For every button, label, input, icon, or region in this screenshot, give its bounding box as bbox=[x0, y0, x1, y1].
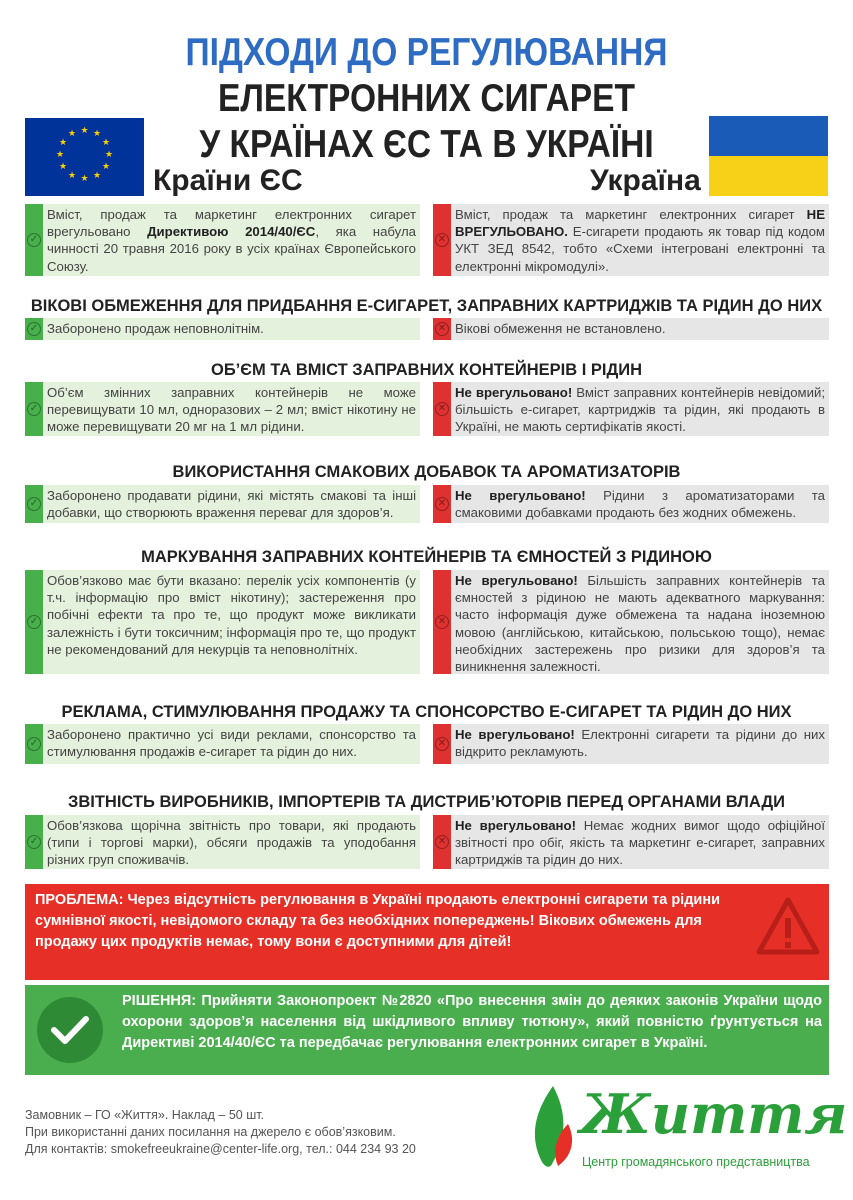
ua-age-row bbox=[433, 318, 829, 340]
ukraine-column-heading: Україна bbox=[590, 164, 701, 197]
svg-text:★: ★ bbox=[58, 138, 68, 148]
section-heading-labelling: МАРКУВАННЯ ЗАПРАВНИХ КОНТЕЙНЕРІВ ТА ЄМНОСТЕЙ З РІДИНОЮ bbox=[141, 548, 712, 566]
ua-age-text: Вікові обмеження не встановлено. bbox=[455, 321, 666, 336]
svg-text:★: ★ bbox=[67, 129, 77, 139]
cross-circle-icon: ✕ bbox=[435, 615, 449, 629]
eu-advertising-text: Заборонено практично усі види реклами, спонсорство та стимулювання продажів е-сигарет та рідин до них. bbox=[47, 727, 416, 760]
cross-circle-icon: ✕ bbox=[435, 835, 449, 849]
eu-column-heading: Країни ЄС bbox=[153, 164, 303, 197]
ua-reporting-text: Не врегульовано! Немає жодних вимог щодо офіційної звітності про обіг, якість та маркетинг е-сигарет, заправних картриджів та рідин до них. bbox=[455, 818, 826, 868]
section-heading-advertising: РЕКЛАМА, СТИМУЛЮВАННЯ ПРОДАЖУ ТА СПОНСОРСТВО Е-СИГАРЕТ ТА РІДИН ДО НИХ bbox=[61, 703, 792, 721]
big-check-icon bbox=[37, 997, 103, 1063]
eu-reporting-text: Обов’язкова щорічна звітність про товари, які продають (типи і торгові марки), обсяги продажів та уподобання різних груп споживачів. bbox=[47, 818, 416, 868]
eu-flavours-row bbox=[25, 485, 420, 523]
footer-line-1: Замовник – ГО «Життя». Наклад – 50 шт. bbox=[25, 1108, 265, 1122]
eu-flag-icon bbox=[25, 118, 144, 196]
eu-advertising-row bbox=[25, 724, 420, 764]
eu-labelling-row bbox=[25, 570, 420, 674]
svg-text:★: ★ bbox=[101, 138, 111, 148]
ua-volume-row bbox=[433, 382, 829, 436]
green-marker bbox=[25, 724, 43, 764]
green-marker bbox=[25, 815, 43, 869]
solution-text: РІШЕННЯ: Прийняти Законопроект №2820 «Про внесення змін до деяких законів України щодо охорони здоров’я населення від шкідливого впливу тютюну», який повністю ґрунтується на Директиві 2014/40/ЄС та передбачає регулювання електронних сигарет в Україні. bbox=[122, 993, 822, 1051]
ua-intro-row bbox=[433, 204, 829, 276]
ua-advertising-row bbox=[433, 724, 829, 764]
red-marker bbox=[433, 815, 451, 869]
svg-text:★: ★ bbox=[80, 174, 89, 184]
ua-labelling-row bbox=[433, 570, 829, 674]
svg-text:★: ★ bbox=[104, 150, 114, 160]
ua-flavours-text: Не врегульовано! Рідини з ароматизаторами та смаковими добавками продають без жодних обмежень. bbox=[455, 488, 825, 521]
check-circle-icon: ✓ bbox=[27, 322, 41, 336]
ua-labelling-text: Не врегульовано! Більшість заправних контейнерів та ємностей з рідиною не мають адекватного маркування: часто інформація дуже обмежена та надана іноземною мовою (англійською, китайською, польською тощо), немає необхідних застережень про ризики для здоров’я та виникнення залежності. bbox=[455, 573, 825, 675]
ua-volume-text: Не врегульовано! Вміст заправних контейнерів невідомий; більшість е-сигарет, картриджів та рідин, які продають в Україні, не мають сертифікатів якості. bbox=[455, 385, 826, 435]
svg-text:★: ★ bbox=[92, 171, 102, 181]
check-circle-icon: ✓ bbox=[27, 835, 41, 849]
ua-advertising-text: Не врегульовано! Електронні сигарети та рідини до них відкрито рекламують. bbox=[455, 727, 826, 760]
eu-age-row bbox=[25, 318, 420, 340]
eu-intro-row bbox=[25, 204, 420, 276]
red-marker bbox=[433, 485, 451, 523]
footer-info bbox=[25, 1107, 416, 1158]
check-circle-icon: ✓ bbox=[27, 233, 41, 247]
section-heading-flavours: ВИКОРИСТАННЯ СМАКОВИХ ДОБАВОК ТА АРОМАТИЗАТОРІВ bbox=[172, 463, 681, 481]
green-marker bbox=[25, 382, 43, 436]
svg-text:★: ★ bbox=[67, 171, 77, 181]
check-circle-icon: ✓ bbox=[27, 497, 41, 511]
logo-name: Життя bbox=[580, 1082, 848, 1146]
check-circle-icon: ✓ bbox=[27, 402, 41, 416]
solution-box bbox=[25, 985, 829, 1075]
logo-subtitle: Центр громадянського представництва bbox=[582, 1155, 810, 1169]
check-circle-icon: ✓ bbox=[27, 615, 41, 629]
svg-text:★: ★ bbox=[58, 162, 68, 172]
title-dark-part: ЕЛЕКТРОННИХ СИГАРЕТ bbox=[217, 77, 636, 120]
ukraine-flag-icon bbox=[709, 116, 828, 196]
section-heading-volume: ОБ’ЄМ ТА ВМІСТ ЗАПРАВНИХ КОНТЕЙНЕРІВ І РІДИН bbox=[210, 361, 642, 379]
ua-reporting-row bbox=[433, 815, 829, 869]
ua-flavours-row bbox=[433, 485, 829, 523]
red-marker bbox=[433, 382, 451, 436]
eu-volume-text: Об’єм змінних заправних контейнерів не може перевищувати 10 мл, одноразових – 2 мл; вміст нікотину не може перевищувати 20 мг на 1 мл рідини. bbox=[47, 385, 416, 435]
eu-age-text: Заборонено продаж неповнолітнім. bbox=[47, 321, 264, 336]
eu-intro-text: Вміст, продаж та маркетинг електронних сигарет врегульовано Директивою 2014/40/ЄС, яка набула чинності 20 травня 2016 року в усіх країнах Європейського Союзу. bbox=[47, 207, 416, 274]
eu-reporting-row bbox=[25, 815, 420, 869]
leaf-logo-icon bbox=[528, 1084, 578, 1170]
warning-icon bbox=[755, 896, 821, 958]
section-heading-age: ВІКОВІ ОБМЕЖЕННЯ ДЛЯ ПРИДБАННЯ Е-СИГАРЕТ, ЗАПРАВНИХ КАРТРИДЖІВ ТА РІДИН ДО НИХ bbox=[30, 297, 823, 315]
red-marker bbox=[433, 724, 451, 764]
green-marker bbox=[25, 318, 43, 340]
title-blue-part: ПІДХОДИ ДО РЕГУЛЮВАННЯ bbox=[185, 31, 668, 74]
green-marker bbox=[25, 485, 43, 523]
eu-labelling-text: Обов’язково має бути вказано: перелік усіх компонентів (у т.ч. інформацію про вміст нікотину); застереження про побічні ефекти та про те, що продукт може викликати залежність і бути токсичним; інформація про те, що продукт не рекомендований для некурців та неповнолітніх. bbox=[47, 573, 416, 657]
page-title bbox=[60, 30, 794, 168]
footer-line-3: Для контактів: smokefreeukraine@center-life.org, тел.: 044 234 93 20 bbox=[25, 1142, 416, 1156]
cross-circle-icon: ✕ bbox=[435, 402, 449, 416]
svg-text:★: ★ bbox=[55, 150, 65, 160]
svg-text:★: ★ bbox=[101, 162, 111, 172]
problem-text: ПРОБЛЕМА: Через відсутність регулювання в Україні продають електронні сигарети та рідини сумнівної якості, невідомого складу та без необхідних попереджень! Вікових обмежень для продажу цих продуктів немає, тому вони є доступними для дітей! bbox=[35, 892, 720, 950]
red-marker bbox=[433, 570, 451, 674]
eu-flavours-text: Заборонено продавати рідини, які містять смакові та інші добавки, що створюють враження переваг для здоров’я. bbox=[47, 488, 416, 521]
problem-box bbox=[25, 884, 829, 980]
cross-circle-icon: ✕ bbox=[435, 233, 449, 247]
check-circle-icon: ✓ bbox=[27, 737, 41, 751]
footer-line-2: При використанні даних посилання на джерело є обов’язковим. bbox=[25, 1125, 396, 1139]
green-marker bbox=[25, 204, 43, 276]
ua-intro-text: Вміст, продаж та маркетинг електронних сигарет НЕ ВРЕГУЛЬОВАНО. Е-сигарети продають як товар під кодом УКТ ЗЕД 8542, тобто «Схеми інтегровані електронні та електронні мікромодулі». bbox=[455, 207, 825, 274]
svg-text:★: ★ bbox=[92, 129, 102, 139]
cross-circle-icon: ✕ bbox=[435, 497, 449, 511]
cross-circle-icon: ✕ bbox=[435, 322, 449, 336]
red-marker bbox=[433, 204, 451, 276]
red-marker bbox=[433, 318, 451, 340]
section-heading-reporting: ЗВІТНІСТЬ ВИРОБНИКІВ, ІМПОРТЕРІВ ТА ДИСТРИБ’ЮТОРІВ ПЕРЕД ОРГАНАМИ ВЛАДИ bbox=[68, 793, 785, 811]
green-marker bbox=[25, 570, 43, 674]
svg-text:★: ★ bbox=[80, 126, 89, 136]
title-line2: У КРАЇНАХ ЄС ТА В УКРАЇНІ bbox=[199, 123, 654, 166]
eu-volume-row bbox=[25, 382, 420, 436]
cross-circle-icon: ✕ bbox=[435, 737, 449, 751]
